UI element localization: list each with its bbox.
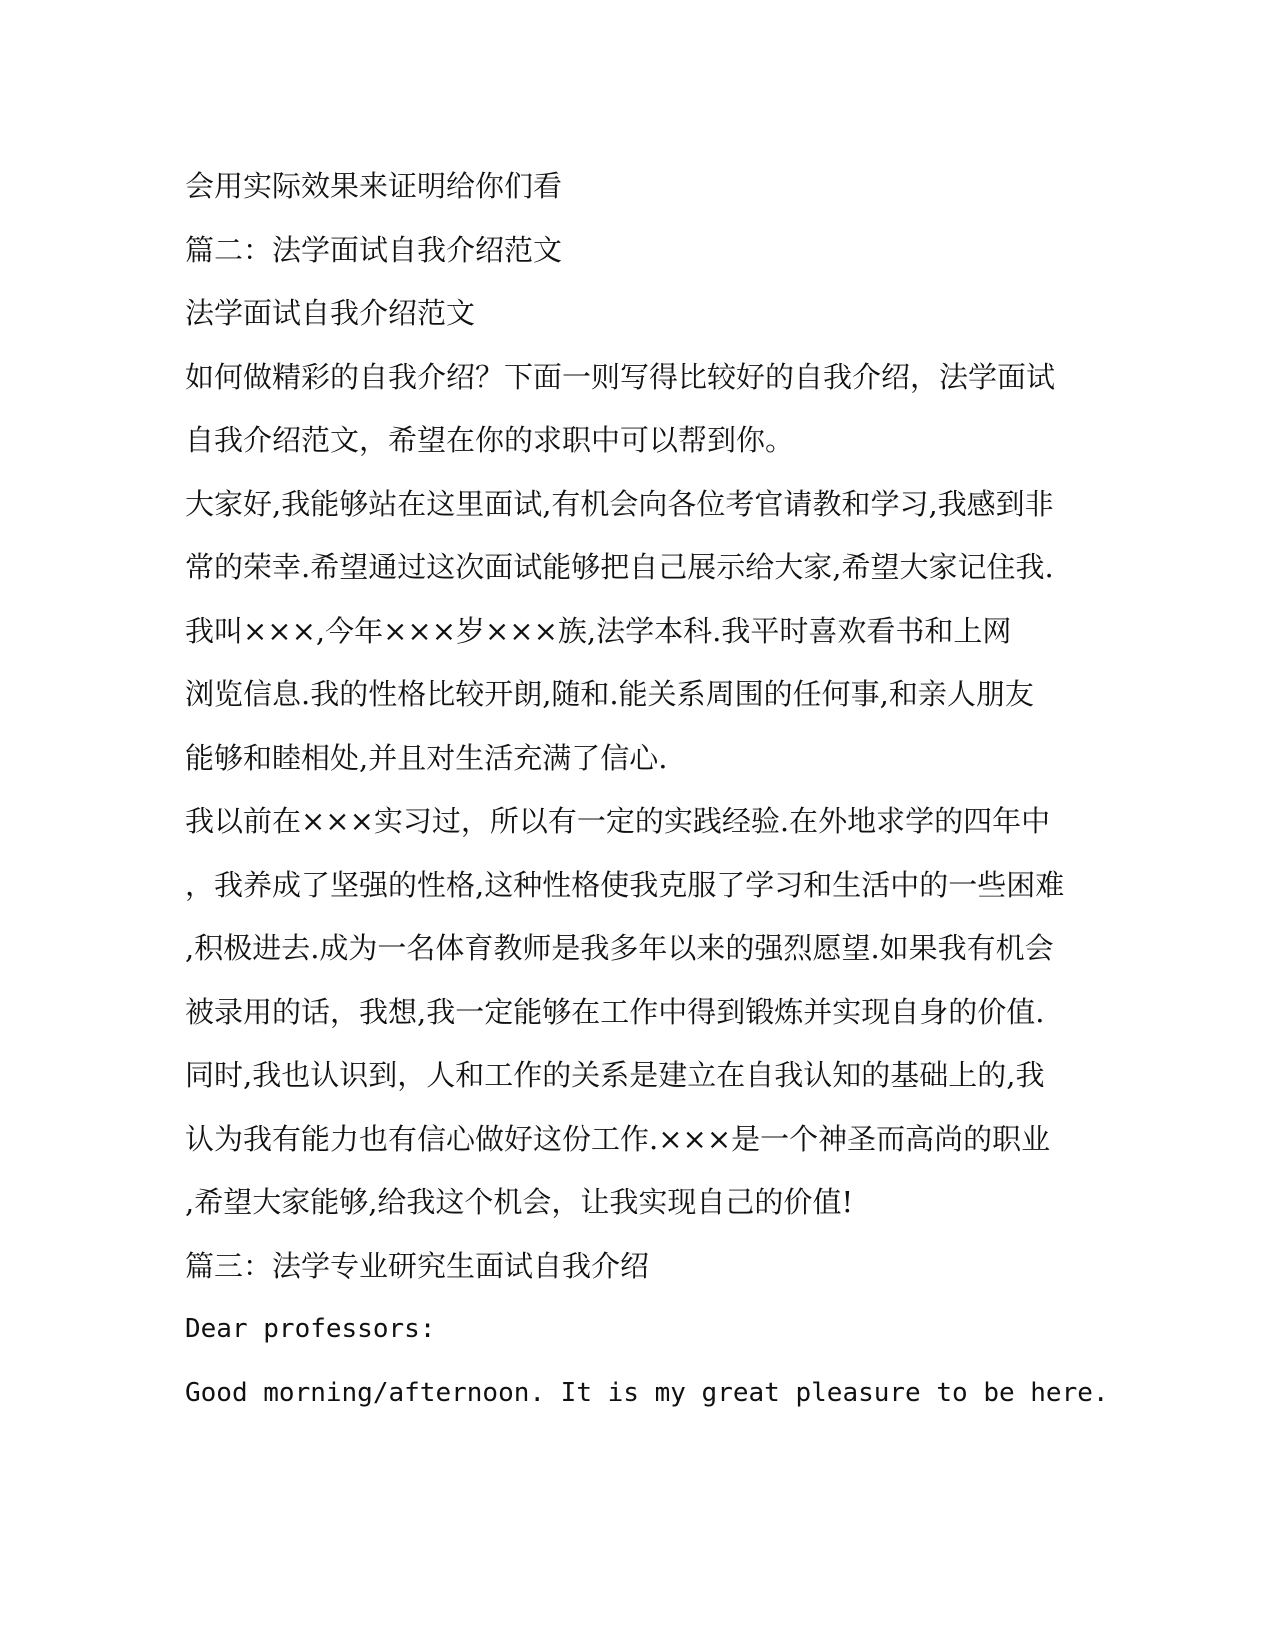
paragraph-line: 能够和睦相处,并且对生活充满了信心.: [185, 740, 668, 775]
paragraph-line: 认为我有能力也有信心做好这份工作.×××是一个神圣而高尚的职业: [185, 1121, 1051, 1156]
section-heading: 篇三：法学专业研究生面试自我介绍: [185, 1248, 650, 1283]
paragraph-line: ，我养成了坚强的性格,这种性格使我克服了学习和生活中的一些困难: [185, 867, 1065, 902]
section-heading: 篇二：法学面试自我介绍范文: [185, 232, 563, 267]
paragraph-line: 浏览信息.我的性格比较开朗,随和.能关系周围的任何事,和亲人朋友: [185, 677, 1034, 711]
paragraph-line: 大家好,我能够站在这里面试,有机会向各位考官请教和学习,我感到非: [185, 486, 1054, 521]
document-body: [185, 155, 1109, 1425]
paragraph-line: 会用实际效果来证明给你们看: [185, 169, 563, 203]
paragraph-line: ,积极进去.成为一名体育教师是我多年以来的强烈愿望.如果我有机会: [185, 931, 1054, 965]
paragraph-line: ,希望大家能够,给我这个机会，让我实现自己的价值!: [185, 1185, 854, 1219]
english-paragraph-line: Good morning/afternoon. It is my great pleasure to be here.: [185, 1377, 1109, 1408]
article-title: 法学面试自我介绍范文: [185, 296, 476, 330]
paragraph-line: 我叫×××,今年×××岁×××族,法学本科.我平时喜欢看书和上网: [185, 613, 1012, 648]
paragraph-line: 我以前在×××实习过，所以有一定的实践经验.在外地求学的四年中: [185, 804, 1051, 838]
paragraph-line: 被录用的话，我想,我一定能够在工作中得到锻炼并实现自身的价值.: [185, 994, 1045, 1029]
paragraph-line: 同时,我也认识到，人和工作的关系是建立在自我认知的基础上的,我: [185, 1058, 1045, 1092]
paragraph-line: 自我介绍范文，希望在你的求职中可以帮到你。: [185, 423, 795, 457]
english-salutation: Dear professors:: [185, 1314, 436, 1344]
paragraph-line: 常的荣幸.希望通过这次面试能够把自己展示给大家,希望大家记住我.: [185, 550, 1054, 584]
paragraph-line: 如何做精彩的自我介绍？下面一则写得比较好的自我介绍，法学面试: [185, 359, 1056, 394]
